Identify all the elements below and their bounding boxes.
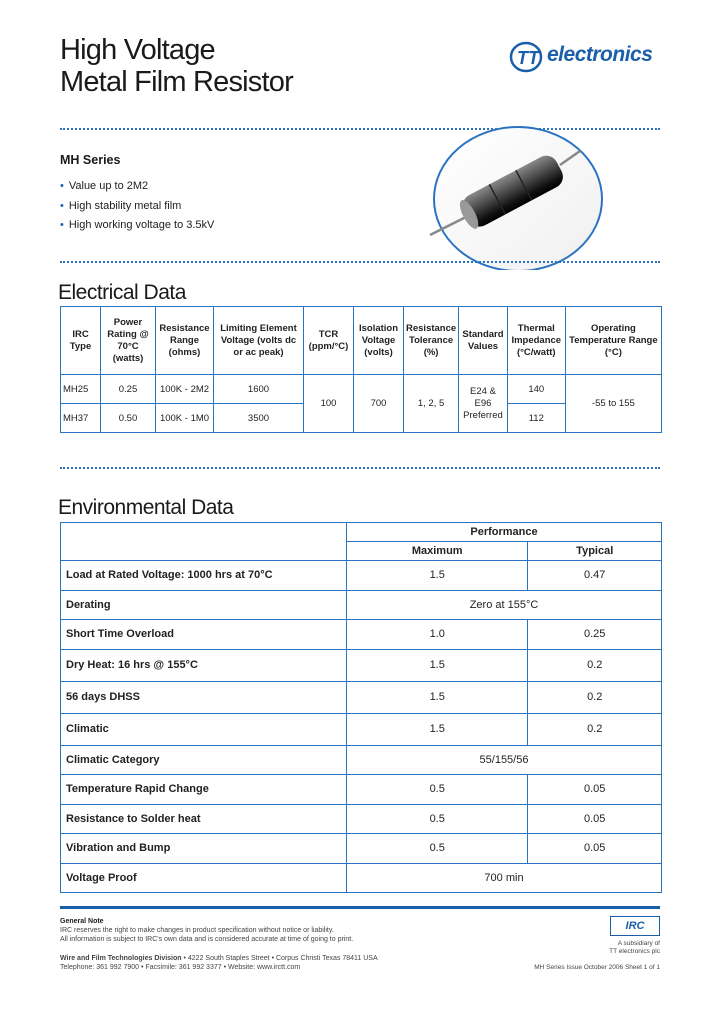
col-tolerance: Resistance Tolerance (%) [404,307,459,375]
row-label: 56 days DHSS [61,681,347,713]
table-row [61,590,662,620]
division-line [60,954,378,963]
general-note-line-2: All information is subject to IRC's own data and is considered accurate at time of going to print. [60,936,354,943]
cell-type: MH37 [61,404,101,433]
electrical-table [60,306,662,433]
cell-max: 1.5 [347,561,528,591]
feature-item: • High working voltage to 3.5kV [60,219,215,231]
row-label: Load at Rated Voltage: 1000 hrs at 70°C [61,561,347,591]
col-thermal: Thermal Impedance (°C/watt) [507,307,565,375]
blank-header [61,523,347,561]
col-isolation: Isolation Voltage (volts) [354,307,404,375]
cell-max: 1.0 [347,620,528,650]
division-address: • 4222 South Staples Street • Corpus Christi Texas 78411 USA [183,955,378,962]
logo-text: electronics [547,43,653,66]
col-range: Resistance Range (ohms) [156,307,214,375]
col-standard: Standard Values [459,307,508,375]
cell-span: Zero at 155°C [347,590,662,620]
row-label: Derating [61,590,347,620]
tt-logo-icon [509,40,543,74]
table-row [61,775,662,805]
title-line-1: High Voltage [60,34,215,66]
cell-max: 0.5 [347,834,528,864]
cell-typ: 0.05 [528,834,662,864]
cell-type: MH25 [61,375,101,404]
irc-logo-text: IRC [625,920,645,932]
title-line-2: Metal Film Resistor [60,66,293,98]
cell-power: 0.25 [101,375,156,404]
issue-line: MH Series Issue October 2006 Sheet 1 of 1 [534,964,660,971]
table-row [61,649,662,681]
electrical-heading: Electrical Data [58,281,186,304]
cell-span: 700 min [347,863,662,893]
table-row [61,745,662,775]
cell-typ: 0.05 [528,775,662,805]
cell-span: 55/155/56 [347,745,662,775]
table-row [61,681,662,713]
row-label: Voltage Proof [61,863,347,893]
row-label: Temperature Rapid Change [61,775,347,805]
table-row [61,375,662,404]
subsidiary-line-1: A subsidiary of [617,940,660,947]
table-row [61,713,662,745]
col-tcr: TCR (ppm/°C) [304,307,354,375]
row-label: Resistance to Solder heat [61,804,347,834]
cell-isolation: 700 [354,375,404,433]
cell-tcr: 100 [304,375,354,433]
cell-range: 100K - 1M0 [156,404,214,433]
col-power: Power Rating @ 70°C (watts) [101,307,156,375]
performance-header: Performance [347,523,662,542]
row-label: Dry Heat: 16 hrs @ 155°C [61,649,347,681]
cell-typ: 0.2 [528,681,662,713]
cell-max: 1.5 [347,681,528,713]
divider-mid [60,261,660,263]
col-temp: Operating Temperature Range (°C) [565,307,661,375]
cell-max: 0.5 [347,775,528,805]
cell-thermal: 140 [507,375,565,404]
divider-env [60,467,660,469]
tt-electronics-logo [509,40,669,74]
resistor-photo [420,100,690,270]
table-header-row [61,523,662,542]
contact-line: Telephone: 361 992 7900 • Facsimile: 361 992 3377 • Website: www.irctt.com [60,964,301,971]
cell-voltage: 3500 [214,404,304,433]
general-note-title: General Note [60,918,104,925]
cell-thermal: 112 [507,404,565,433]
cell-typ: 0.2 [528,649,662,681]
table-header-row [61,307,662,375]
environmental-heading: Environmental Data [58,496,234,519]
subsidiary-line-2: TT electronics plc [609,948,660,955]
table-row [61,834,662,864]
col-maximum: Maximum [347,542,528,561]
col-typical: Typical [528,542,662,561]
cell-typ: 0.05 [528,804,662,834]
environmental-table [60,522,662,893]
footer-divider [60,906,660,909]
irc-logo [610,916,660,936]
row-label: Vibration and Bump [61,834,347,864]
col-voltage: Limiting Element Voltage (volts dc or ac peak) [214,307,304,375]
cell-max: 1.5 [347,713,528,745]
cell-range: 100K - 2M2 [156,375,214,404]
feature-item: • Value up to 2M2 [60,180,149,192]
cell-power: 0.50 [101,404,156,433]
cell-tolerance: 1, 2, 5 [404,375,459,433]
table-row [61,804,662,834]
feature-item: • High stability metal film [60,199,182,212]
series-title: MH Series [60,153,121,167]
col-irc-type: IRC Type [61,307,101,375]
table-row [61,620,662,650]
table-row [61,561,662,591]
cell-temp: -55 to 155 [565,375,661,433]
table-row [61,863,662,893]
cell-typ: 0.47 [528,561,662,591]
row-label: Climatic [61,713,347,745]
cell-max: 0.5 [347,804,528,834]
cell-voltage: 1600 [214,375,304,404]
logo-mark-text: TT [517,48,539,68]
division-name: Wire and Film Technologies Division [60,955,182,962]
cell-typ: 0.25 [528,620,662,650]
cell-max: 1.5 [347,649,528,681]
page-title [60,34,293,98]
cell-typ: 0.2 [528,713,662,745]
general-note-line-1: IRC reserves the right to make changes in product specification without notice or liability. [60,927,334,934]
row-label: Short Time Overload [61,620,347,650]
feature-list [60,177,214,236]
cell-standard: E24 & E96 Preferred [459,375,508,433]
row-label: Climatic Category [61,745,347,775]
